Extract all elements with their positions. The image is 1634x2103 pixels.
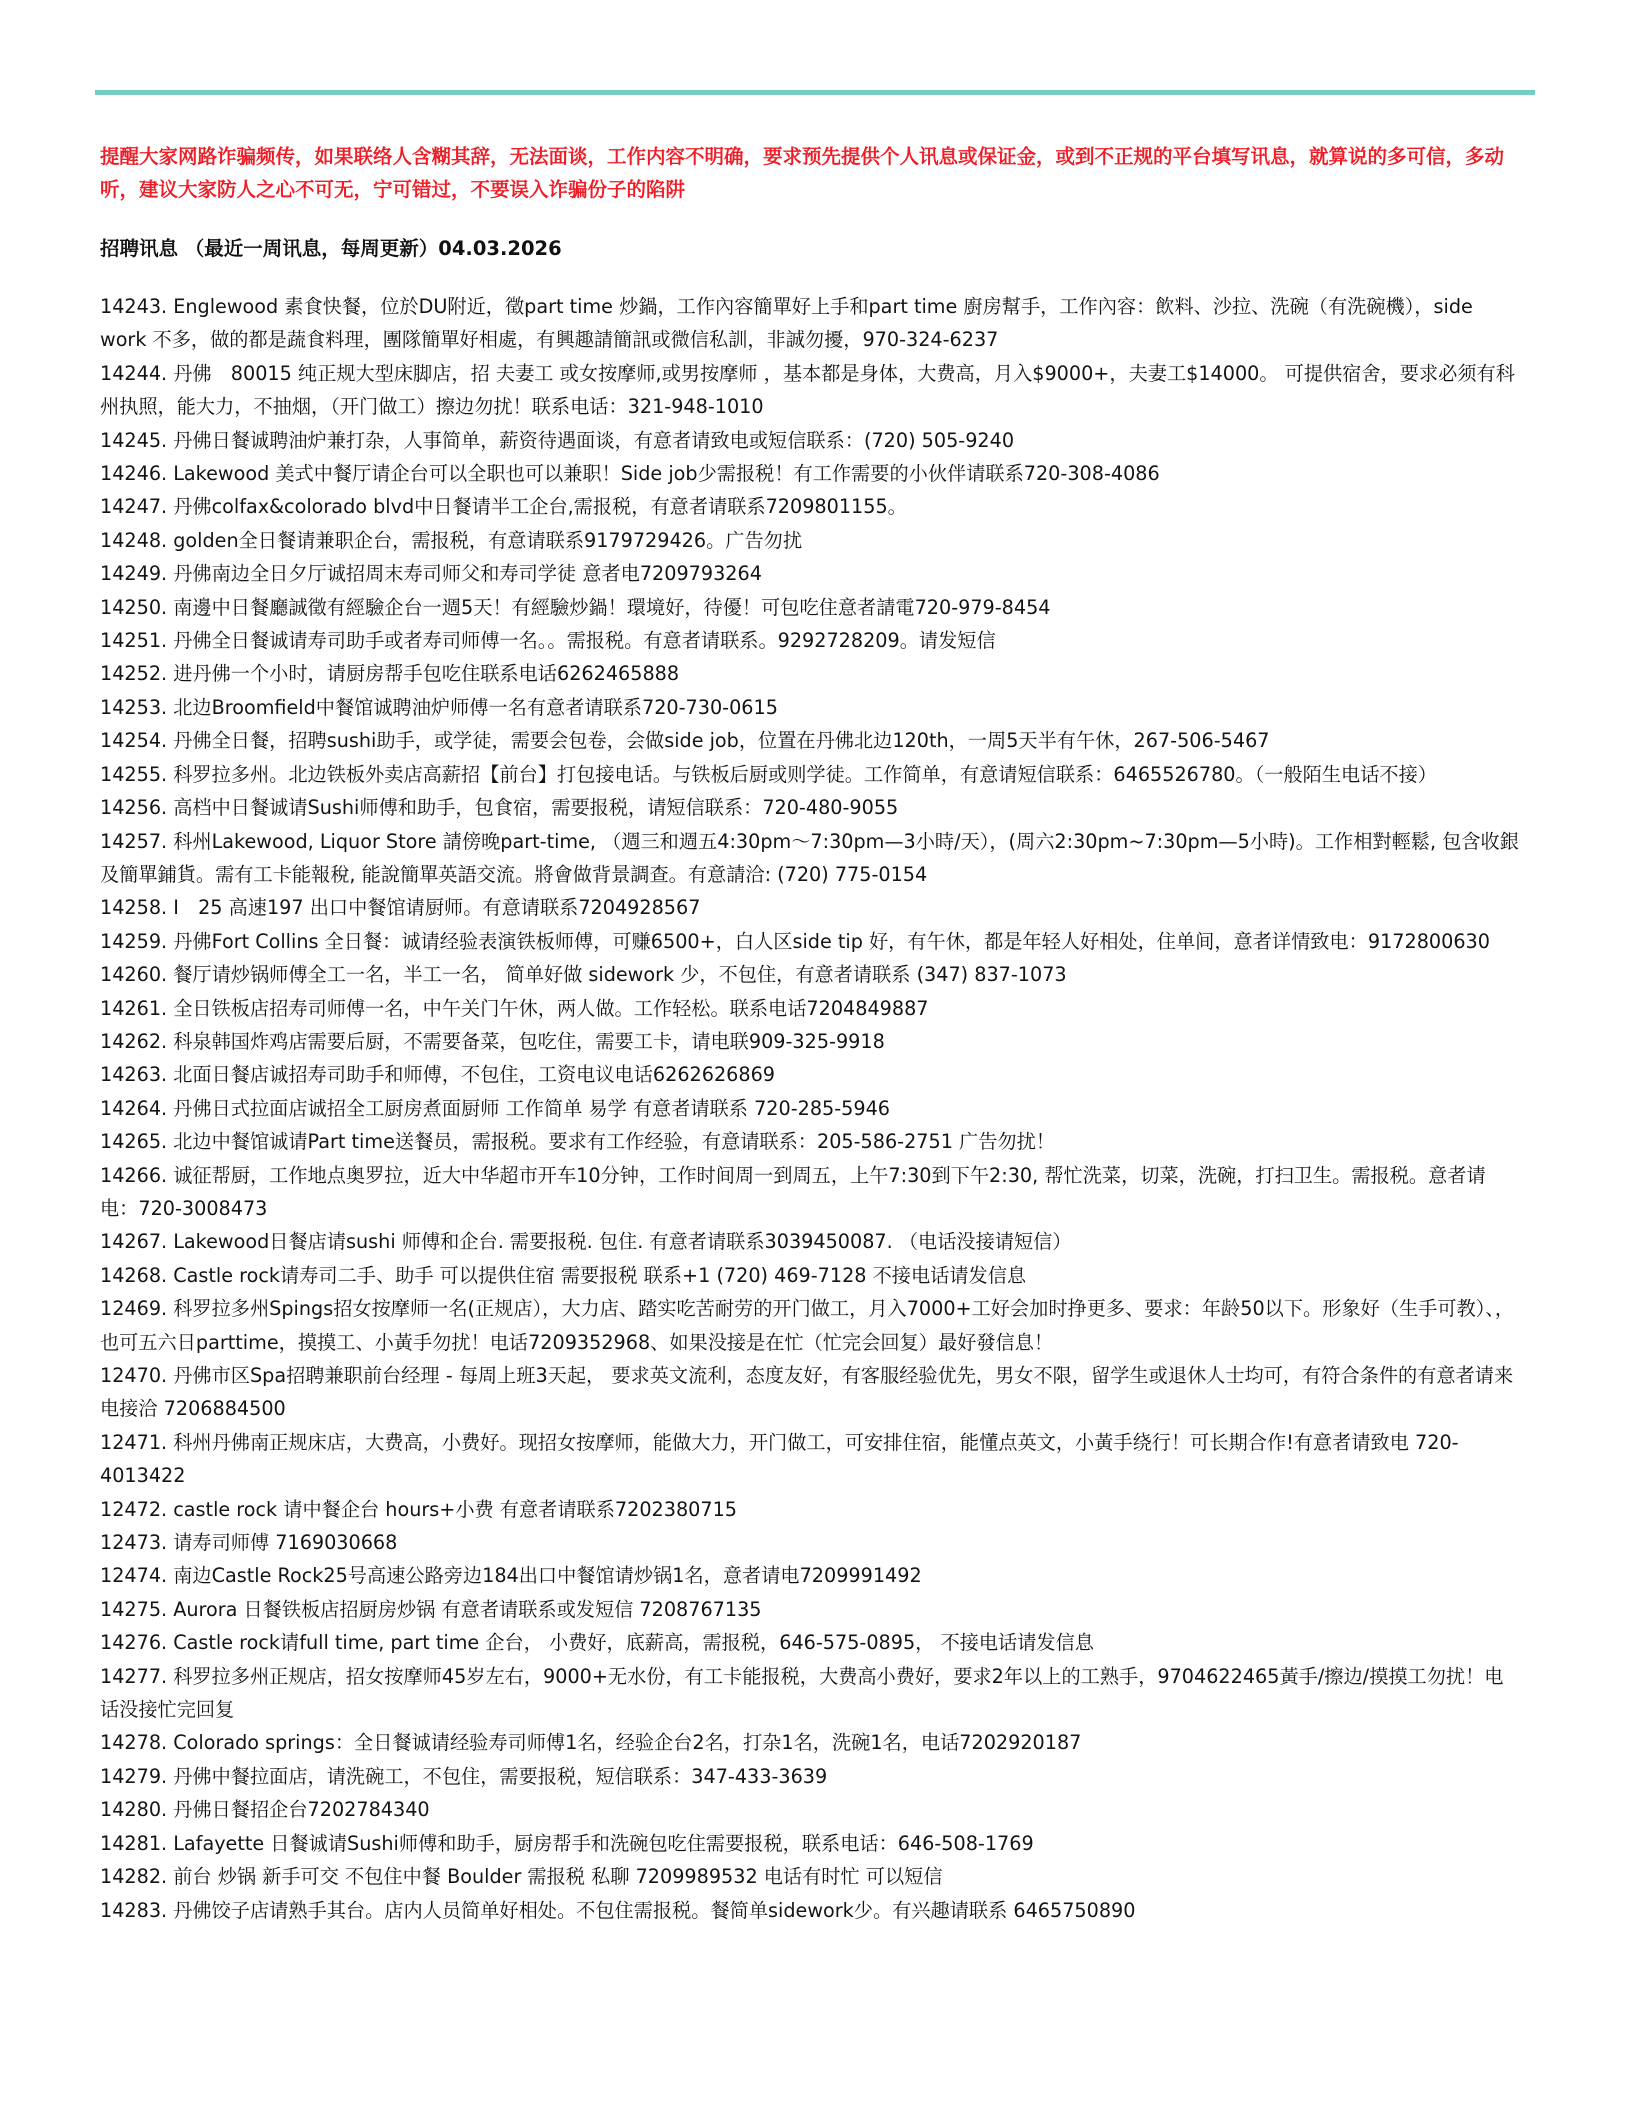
- listing-item: 14268. Castle rock请寿司二手、助手 可以提供住宿 需要报税 联系+1 (720) 469-7128 不接电话请发信息: [100, 1263, 1027, 1287]
- listing-item: 14258. I 25 高速197 出口中餐馆请厨师。有意请联系7204928567: [100, 896, 701, 920]
- listing-item: 14280. 丹佛日餐招企台7202784340: [100, 1798, 430, 1822]
- listing-item: 12469. 科罗拉多州Spings招女按摩师一名(正规店），大力店、踏实吃苦耐劳的开门做工，月入7000+工好会加时挣更多、要求：年龄50以下。形象好（生手可教）、，也可五六日parttime，摸摸工、小黃手勿扰！电话7209352968、如果没接是在忙（忙完会回复）最好發信息！: [100, 1297, 1515, 1354]
- listing-item: 14245. 丹佛日餐诚聘油炉兼打杂，人事简单，薪资待遇面谈，有意者请致电或短信联系：(720) 505-9240: [100, 428, 1015, 452]
- listing-item: 12474. 南边Castle Rock25号高速公路旁边184出口中餐馆请炒锅1名，意者请电7209991492: [100, 1564, 922, 1588]
- listing-item: 14243. Englewood 素食快餐，位於DU附近，徵part time 炒鍋，工作內容簡單好上手和part time 廚房幫手，工作內容：飲料、沙拉、洗碗（有洗碗機），side work 不多，做的都是蔬食料理，團隊簡單好相處，有興趣請簡訊或微信私訓，非誠勿擾，970-324-6237: [100, 295, 1473, 352]
- listing-item: 12472. castle rock 请中餐企台 hours+小费 有意者请联系7202380715: [100, 1497, 737, 1521]
- listing-item: 14244. 丹佛 80015 纯正规大型床脚店，招 夫妻工 或女按摩师,或男按摩师 ，基本都是身体，大费高，月入$9000+，夫妻工$14000。 可提供宿舍，要求必须有科州执照，能大力，不抽烟，（开门做工）擦边勿扰！联系电话：321-948-1010: [100, 361, 1515, 419]
- listing-item: 14253. 北边Broomfield中餐馆诚聘油炉师傅一名有意者请联系720-730-0615: [100, 695, 778, 719]
- listing-item: 14275. Aurora 日餐铁板店招厨房炒锅 有意者请联系或发短信 7208767135: [100, 1597, 762, 1621]
- job-listings: [100, 290, 1520, 1927]
- listing-item: 12470. 丹佛市区Spa招聘兼职前台经理 - 每周上班3天起， 要求英文流利，态度友好，有客服经验优先，男女不限，留学生或退休人士均可，有符合条件的有意者请来电接洽 7206884500: [100, 1364, 1514, 1421]
- listing-item: 14247. 丹佛colfax&colorado blvd中日餐请半工企台,需报税，有意者请联系7209801155。: [100, 495, 907, 519]
- listing-item: 14279. 丹佛中餐拉面店，请洗碗工，不包住，需要报税，短信联系：347-433-3639: [100, 1764, 828, 1788]
- listing-item: 14255. 科罗拉多州。北边铁板外卖店高薪招【前台】打包接电话。与铁板后厨或则学徒。工作简单，有意请短信联系：6465526780。（一般陌生电话不接）: [100, 762, 1437, 786]
- listing-item: 14278. Colorado springs：全日餐诚请经验寿司师傅1名，经验企台2名，打杂1名，洗碗1名，电话7202920187: [100, 1731, 1082, 1755]
- listing-item: 14257. 科州Lakewood, Liquor Store 請傍晚part-time, （週三和週五4:30pm～7:30pm—3小時/天），(周六2:30pm~7:30pm—5小時)。工作相對輕鬆, 包含收銀及簡單鋪貨。需有工卡能報稅, 能說簡單英語交流。將會做背景調查。有意請洽: (720) 775-0154: [100, 829, 1519, 886]
- listing-item: 14249. 丹佛南边全日夕厅诚招周末寿司师父和寿司学徒 意者电7209793264: [100, 562, 762, 586]
- listing-item: 14260. 餐厅请炒锅师傅全工一名，半工一名， 简单好做 sidework 少，不包住，有意者请联系 (347) 837-1073: [100, 963, 1067, 987]
- listing-item: 14246. Lakewood 美式中餐厅请企台可以全职也可以兼职！Side job少需报税！有工作需要的小伙伴请联系720-308-4086: [100, 462, 1160, 486]
- listing-item: 14250. 南邊中日餐廳誠徵有經驗企台一週5天！有經驗炒鍋！環境好，待優！可包吃住意者請電720-979-8454: [100, 595, 1051, 619]
- listing-item: 14248. golden全日餐请兼职企台，需报税，有意请联系9179729426。广告勿扰: [100, 528, 803, 552]
- listing-item: 14264. 丹佛日式拉面店诚招全工厨房煮面厨师 工作简单 易学 有意者请联系 720-285-5946: [100, 1096, 890, 1120]
- listing-item: 14277. 科罗拉多州正规店，招女按摩师45岁左右，9000+无水份，有工卡能报税，大费高小费好，要求2年以上的工熟手，9704622465黃手/擦边/摸摸工勿扰！电话没接忙完回复: [100, 1664, 1504, 1722]
- listing-item: 12473. 请寿司师傅 7169030668: [100, 1531, 398, 1555]
- listing-item: 14265. 北边中餐馆诚请Part time送餐员，需报税。要求有工作经验，有意请联系：205-586-2751 广告勿扰！: [100, 1130, 1055, 1154]
- listing-item: 14282. 前台 炒锅 新手可交 不包住中餐 Boulder 需报税 私聊 7209989532 电话有时忙 可以短信: [100, 1865, 943, 1889]
- listing-item: 14276. Castle rock请full time, part time 企台， 小费好，底薪高，需报税，646-575-0895， 不接电话请发信息: [100, 1631, 1094, 1655]
- top-divider: [95, 90, 1535, 95]
- scam-warning: 提醒大家网路诈骗频传，如果联络人含糊其辞，无法面谈，工作内容不明确，要求预先提供个人讯息或保证金，或到不正规的平台填写讯息，就算说的多可信，多动听，建议大家防人之心不可无，宁可错过，不要误入诈骗份子的陷阱: [100, 145, 1505, 201]
- listing-item: 14263. 北面日餐店诚招寿司助手和师傅，不包住，工资电议电话6262626869: [100, 1063, 775, 1087]
- listing-item: 14254. 丹佛全日餐，招聘sushi助手，或学徒，需要会包卷，会做side job，位置在丹佛北边120th，一周5天半有午休，267-506-5467: [100, 729, 1270, 753]
- listing-item: 14256. 高档中日餐诚请Sushi师傅和助手，包食宿，需要报税，请短信联系：720-480-9055: [100, 796, 899, 820]
- listing-item: 14266. 诚征帮厨，工作地点奥罗拉，近大中华超市开车10分钟，工作时间周一到周五，上午7:30到下午2:30, 帮忙洗菜，切菜，洗碗，打扫卫生。需报税。意者请电：720-3008473: [100, 1163, 1486, 1220]
- listing-item: 14251. 丹佛全日餐诚请寿司助手或者寿司师傅一名。。需报税。有意者请联系。9292728209。请发短信: [100, 629, 996, 653]
- listing-item: 14281. Lafayette 日餐诚请Sushi师傅和助手，厨房帮手和洗碗包吃住需要报税，联系电话：646-508-1769: [100, 1831, 1034, 1855]
- listing-item: 14267. Lakewood日餐店请sushi 师傅和企台. 需要报税. 包住. 有意者请联系3039450087. （电话没接请短信）: [100, 1230, 1072, 1254]
- page-title: 招聘讯息 （最近一周讯息，每周更新）04.03.2026: [100, 237, 562, 260]
- listing-item: 14283. 丹佛饺子店请熟手其台。店内人员简单好相处。不包住需报税。餐简单sidework少。有兴趣请联系 6465750890: [100, 1898, 1136, 1922]
- listing-item: 14261. 全日铁板店招寿司师傅一名，中午关门午休，两人做。工作轻松。联系电话7204849887: [100, 996, 929, 1020]
- listing-item: 14262. 科泉韩国炸鸡店需要后厨，不需要备菜，包吃住，需要工卡，请电联909-325-9918: [100, 1029, 885, 1053]
- listing-item: 14259. 丹佛Fort Collins 全日餐：诚请经验表演铁板师傅，可赚6500+，白人区side tip 好，有午休，都是年轻人好相处，住单间，意者详情致电：9172800630: [100, 929, 1490, 953]
- listing-item: 12471. 科州丹佛南正规床店，大费高，小费好。现招女按摩师，能做大力，开门做工，可安排住宿，能懂点英文，小黃手绕行！可长期合作!有意者请致电 720-4013422: [100, 1430, 1459, 1488]
- listing-item: 14252. 进丹佛一个小时，请厨房帮手包吃住联系电话6262465888: [100, 662, 680, 686]
